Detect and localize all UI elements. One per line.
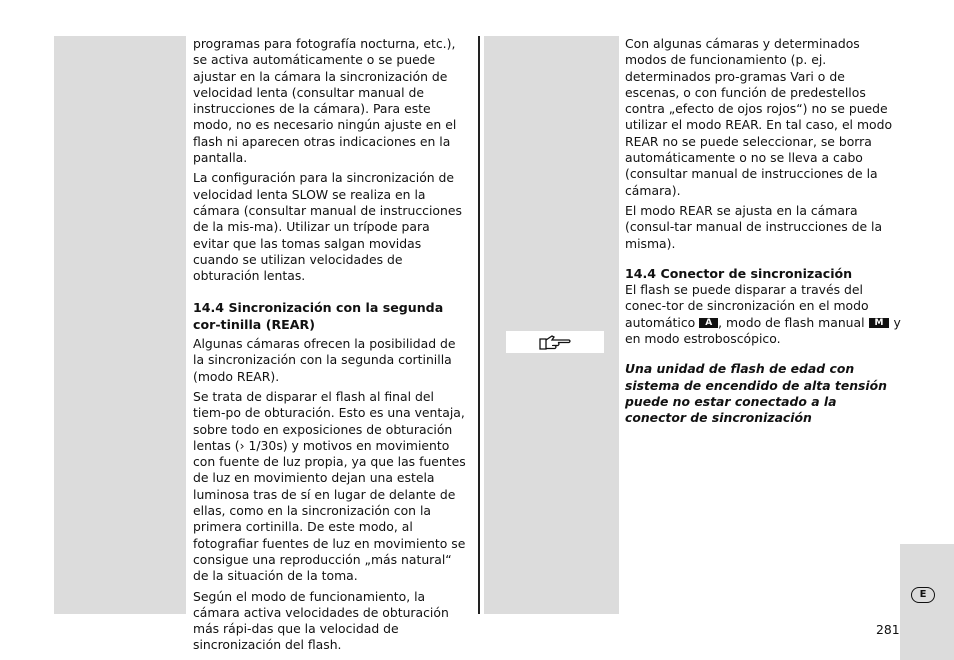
left-text-column [193,36,469,658]
auto-mode-badge: A [699,318,718,328]
right-paragraph-2: El modo REAR se ajusta en la cámara (consul-tar manual de instrucciones de la misma). [625,202,883,251]
right-paragraph-1: Con algunas cámaras y determinados modos de funcionamiento (p. ej. determinados pro-gramas Vari o de escenas, o con función de predestellos contra „efecto de ojos rojos“) no se puede utilizar el modo REAR. En tal caso, el modo REAR no se puede seleccionar, se borra automáticamente o no se lleva a cabo (consultar manual de instrucciones de la cámara). [625,36,893,198]
pointing-hand-icon [538,333,572,351]
left-paragraph-5: Según el modo de funcionamiento, la cámara activa velocidades de obturación más rápi-das que la velocidad de sincronización del flash. [193,588,449,653]
note-icon-box [506,331,604,353]
left-paragraph-1: programas para fotografía nocturna, etc.), se activa automáticamente o se puede ajustar en la cámara la sincronización de velocidad lenta (consultar manual de instrucciones de la cámara). Para este modo, no es necesario ningún ajuste en el flash ni aparecen otras indicaciones en la pantalla. [193,36,457,166]
left-paragraph-4: Se trata de disparar el flash al final del tiem-po de obturación. Esto es una ventaja, sobre todo en exposiciones de obturación lentas (› 1/30s) y motivos en movimiento con fuente de luz propia, ya que las fuentes de luz en movimiento dejan una estela luminosa tras de sí en lugar de delante de ellas, como en la sincronización con la primera cortinilla. De este modo, al fotografiar fuentes de luz en movimiento se consigue una reproducción „más natural“ de la situación de la toma. [193,388,466,584]
sync-text-part-3: y en modo estroboscópico. [625,314,901,347]
right-margin-bar [484,36,619,614]
right-section-heading: 14.4 Conector de sincronización [625,265,853,281]
right-paragraph-3 [625,282,901,347]
left-paragraph-3: Algunas cámaras ofrecen la posibilidad de la sincronización con la segunda cortinilla (modo REAR). [193,336,456,384]
language-badge: E [911,587,935,603]
sync-text-part-2: , modo de flash manual [718,314,865,330]
manual-mode-badge: M [869,318,890,328]
column-divider [478,36,480,614]
left-section-heading: 14.4 Sincronización con la segunda cor-tinilla (REAR) [193,300,444,332]
left-paragraph-2: La configuración para la sincronización de velocidad lenta SLOW se realiza en la cámara (consultar manual de instrucciones de la mis-ma). Utilizar un trípode para evitar que las tomas salgan movidas cuando se utilizan velocidades de obturación lentas. [193,170,462,284]
warning-note: Una unidad de flash de edad con sistema de encendido de alta tensión puede no estar conectado a la conector de sincronización [625,361,888,426]
right-text-column [625,36,901,431]
left-margin-bar [54,36,186,614]
sync-text-part-1: El flash se puede disparar a través del conec-tor de sincronización en el modo automático [625,282,869,330]
page-number: 281 [876,622,900,637]
